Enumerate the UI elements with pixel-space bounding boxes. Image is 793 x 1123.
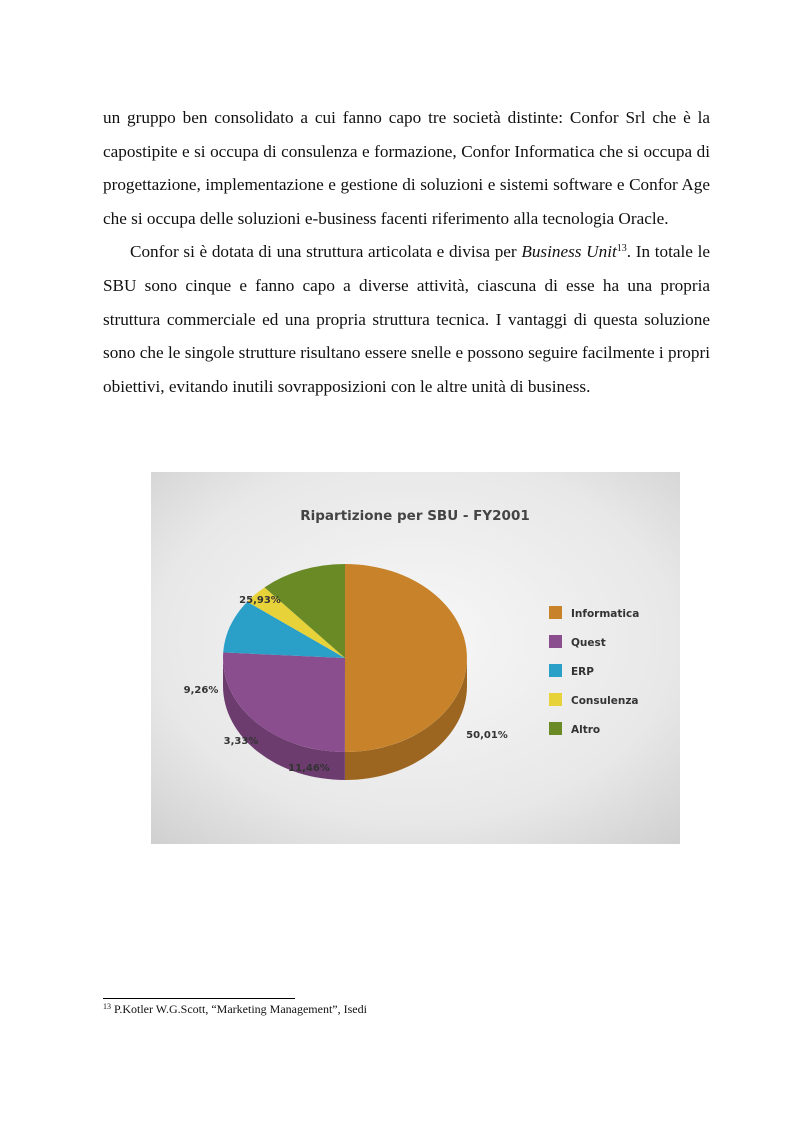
legend-label-informatica: Informatica [571, 608, 640, 620]
legend-label-erp: ERP [571, 666, 594, 678]
body-text [103, 101, 710, 403]
paragraph-2 [103, 235, 710, 403]
footnote-number: 13 [103, 1002, 111, 1011]
paragraph-2-end: . In totale le SBU sono cinque e fanno capo a diverse attività, ciascuna di esse ha una propria struttura commerciale ed una propria struttura tecnica. I vantaggi di questa soluzione sono che le singole strutture risultano essere snelle e possono seguire facilmente i propri obiettivi, evitando inutili sovrapposizioni con le altre unità di business. [103, 242, 710, 396]
slice-label-altro: 11,46% [288, 763, 330, 774]
legend-swatch-quest [549, 635, 562, 648]
pie-chart-figure [151, 472, 680, 844]
slice-label-consulenza: 3,33% [223, 736, 259, 747]
footnote-ref: 13 [616, 243, 627, 255]
slice-label-informatica: 50,01% [466, 730, 508, 741]
footnote [103, 1002, 367, 1017]
legend-swatch-informatica [549, 606, 562, 619]
chart-title: Ripartizione per SBU - FY2001 [300, 508, 530, 524]
legend-label-altro: Altro [571, 724, 601, 736]
paragraph-2-start: Confor si è dotata di una struttura articolata e divisa per [130, 242, 522, 262]
slice-label-quest: 25,93% [239, 595, 281, 606]
business-unit-term: Business Unit [521, 242, 617, 262]
pie-chart [151, 472, 680, 844]
footnote-rule [103, 998, 295, 999]
slice-label-erp: 9,26% [183, 685, 219, 696]
legend-swatch-consulenza [549, 693, 562, 706]
legend-swatch-erp [549, 664, 562, 677]
legend-swatch-altro [549, 722, 562, 735]
paragraph-1: un gruppo ben consolidato a cui fanno capo tre società distinte: Confor Srl che è la capostipite e si occupa di consulenza e formazione, Confor Informatica che si occupa di progettazione, implementazione e gestione di soluzioni e sistemi software e Confor Age che si occupa delle soluzioni e-business facenti riferimento alla tecnologia Oracle. [103, 108, 710, 228]
legend-label-quest: Quest [571, 637, 606, 649]
legend-label-consulenza: Consulenza [571, 695, 639, 707]
footnote-text: P.Kotler W.G.Scott, “Marketing Management”, Isedi [114, 1002, 367, 1016]
